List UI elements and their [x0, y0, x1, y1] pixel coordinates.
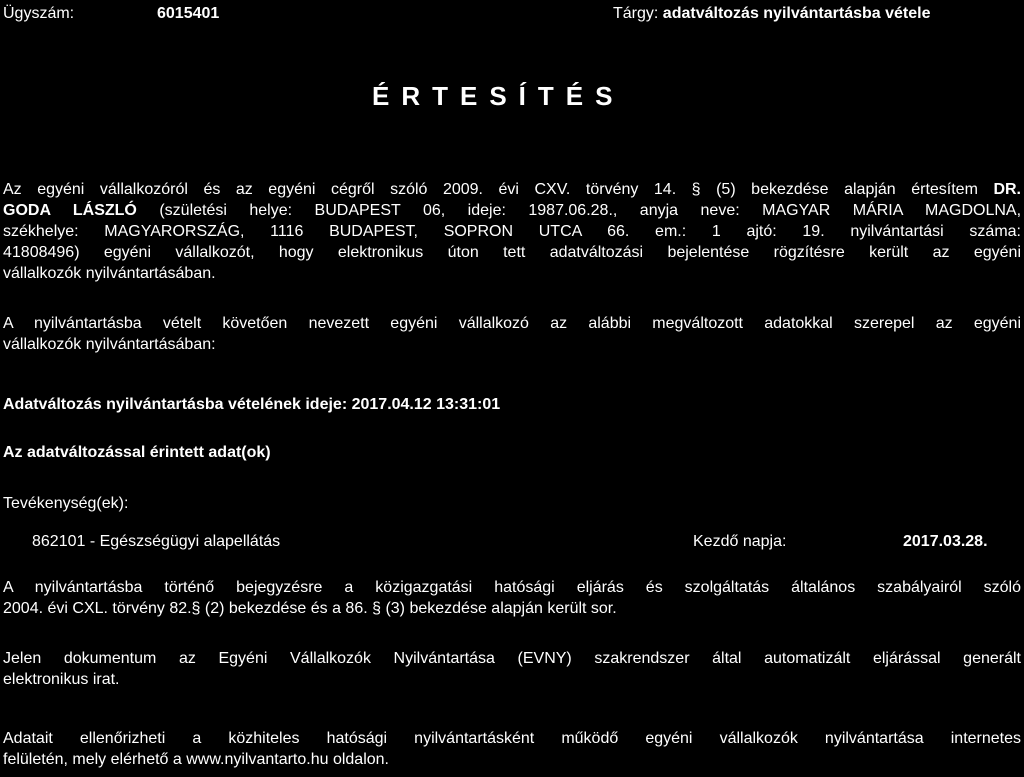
generated-doc-line-1: Jelen dokumentum az Egyéni Vállalkozók Nyilvántartása (EVNY) szakrendszer által automatizált eljárással generált — [3, 650, 1021, 667]
person-title: DR. — [993, 181, 1021, 198]
document-title: ÉRTESÍTÉS — [372, 81, 625, 111]
activity-item: 862101 - Egészségügyi alapellátás — [32, 533, 281, 550]
activity-start-date: 2017.03.28. — [903, 533, 988, 550]
affected-data-heading: Az adatváltozással érintett adat(ok) — [3, 444, 271, 461]
notice-line-3: székhelye: MAGYARORSZÁG, 1116 BUDAPEST, SOPRON UTCA 66. em.: 1 ajtó: 19. nyilvántartási száma: — [3, 223, 1021, 240]
change-date-row — [3, 396, 500, 414]
legal-basis-paragraph — [3, 577, 1021, 619]
generated-doc-paragraph — [3, 648, 1021, 690]
activity-start-label: Kezdő napja: — [693, 533, 787, 550]
subject-label: Tárgy: — [613, 5, 659, 22]
activities-label: Tevékenység(ek): — [3, 495, 129, 512]
verification-line-2: felületén, mely elérhető a www.nyilvantarto.hu oldalon. — [3, 751, 389, 768]
person-name: GODA LÁSZLÓ — [3, 202, 137, 219]
registry-line-1: A nyilvántartásba vételt követően nevezett egyéni vállalkozó az alábbi megváltozott adatokkal szerepel az egyéni — [3, 315, 1021, 332]
generated-doc-line-2: elektronikus irat. — [3, 671, 120, 688]
subject-value: adatváltozás nyilvántartásba vétele — [662, 5, 931, 22]
notice-line-2: GODA LÁSZLÓ (születési helye: BUDAPEST 06, ideje: 1987.06.28., anyja neve: MAGYAR MÁRIA MAGDOLNA, — [3, 202, 1021, 219]
subject-row — [613, 5, 930, 23]
case-number-value: 6015401 — [157, 5, 220, 22]
legal-basis-line-2: 2004. évi CXL. törvény 82.§ (2) bekezdése és a 86. § (3) bekezdése alapján került sor. — [3, 600, 617, 617]
change-date-label: Adatváltozás nyilvántartásba vételének ideje: — [3, 396, 348, 413]
notice-line-5: vállalkozók nyilvántartásában. — [3, 265, 216, 282]
change-date-value: 2017.04.12 13:31:01 — [351, 396, 501, 413]
case-number-label: Ügyszám: — [3, 5, 75, 22]
notice-paragraph — [3, 179, 1021, 284]
registry-line-2: vállalkozók nyilvántartásában: — [3, 336, 216, 353]
notice-line-1: Az egyéni vállalkozóról és az egyéni cégről szóló 2009. évi CXV. törvény 14. § (5) bekezdése alapján értesítem DR. — [3, 181, 1021, 198]
notice-line-4: 41808496) egyéni vállalkozót, hogy elektronikus úton tett adatváltozási bejelentése rögzítésre került az egyéni — [3, 244, 1021, 261]
legal-basis-line-1: A nyilvántartásba történő bejegyzésre a közigazgatási hatósági eljárás és szolgáltatás általános szabályairól szóló — [3, 579, 1021, 596]
verification-paragraph — [3, 728, 1021, 770]
verification-line-1: Adatait ellenőrizheti a közhiteles hatósági nyilvántartásként működő egyéni vállalkozók nyilvántartása internetes — [3, 730, 1021, 747]
registry-paragraph — [3, 313, 1021, 355]
